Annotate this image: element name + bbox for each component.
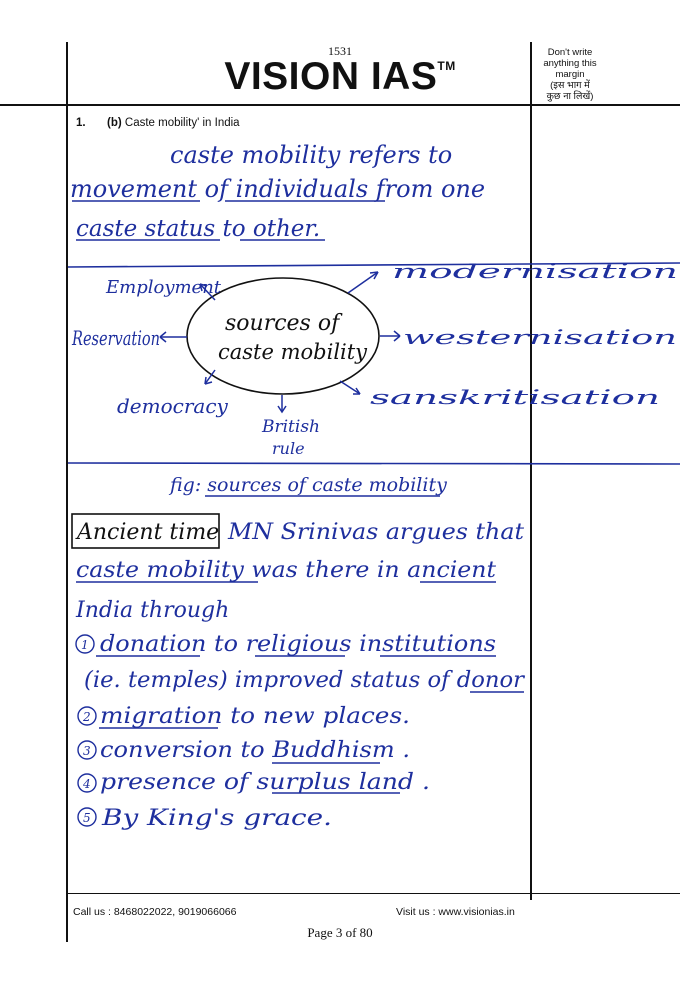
center-line-2: caste mobility (218, 340, 368, 364)
margin-note-line: margin (555, 69, 585, 80)
node-employment: Employment (106, 277, 222, 298)
page-number-top: 1531 (328, 44, 352, 58)
point-text-3: conversion to Buddhism . (100, 738, 411, 763)
question-number: 1. (76, 117, 86, 129)
node-democracy: democracy (117, 394, 228, 418)
point-num-1: 1 (81, 638, 89, 652)
point-num-3: 3 (83, 744, 91, 758)
margin-note-line: anything this (543, 58, 597, 69)
ancient-line-1: MN Srinivas argues that (226, 520, 525, 545)
point-num-2: 2 (83, 710, 91, 724)
node-modernisation: modernisation (392, 259, 678, 283)
arrow-sanskritisation (340, 381, 360, 394)
footer-visit: Visit us : www.visionias.in (396, 906, 515, 918)
point-text-2: migration to new places. (100, 704, 410, 729)
question-text: Caste mobility' in India (124, 117, 240, 129)
divider-bottom (68, 463, 680, 464)
node-british: British (262, 417, 320, 437)
point-num-5: 5 (83, 811, 91, 825)
intro-line-2: movement of individuals from one (70, 175, 486, 203)
intro-line-3: caste status to other. (76, 216, 321, 242)
node-rule: rule (272, 439, 305, 458)
page-indicator: Page 3 of 80 (307, 925, 373, 940)
ancient-line-2: caste mobility was there in ancient (76, 558, 497, 583)
margin-note-line: कुछ ना लिखें) (546, 91, 594, 102)
ancient-heading: Ancient time (77, 520, 220, 545)
node-westernisation: westernisation (403, 325, 677, 349)
figure-caption: fig: sources of caste mobility (170, 474, 447, 496)
question-part: (b) (107, 117, 122, 129)
point-num-4: 4 (83, 777, 91, 791)
arrow-modernisation (348, 272, 378, 293)
point-text-1: donation to religious institutions (100, 632, 496, 657)
node-reservation: Reservation (71, 326, 160, 350)
margin-note-line: (इस भाग में (550, 80, 590, 91)
point-text-1b: (ie. temples) improved status of donor (84, 668, 526, 693)
point-text-5: By King's grace. (100, 806, 333, 831)
node-sanskritisation: sanskritisation (370, 385, 660, 409)
intro-line-1: caste mobility refers to (170, 141, 453, 169)
center-line-1: sources of (225, 311, 340, 336)
point-text-4: presence of surplus land . (100, 770, 430, 795)
footer-call: Call us : 8468022022, 9019066066 (73, 906, 237, 918)
ancient-line-3: India through (76, 598, 230, 623)
margin-note-line: Don't write (547, 47, 593, 58)
trademark: TM (437, 59, 456, 73)
brand-name: VISION IAS (224, 55, 438, 98)
